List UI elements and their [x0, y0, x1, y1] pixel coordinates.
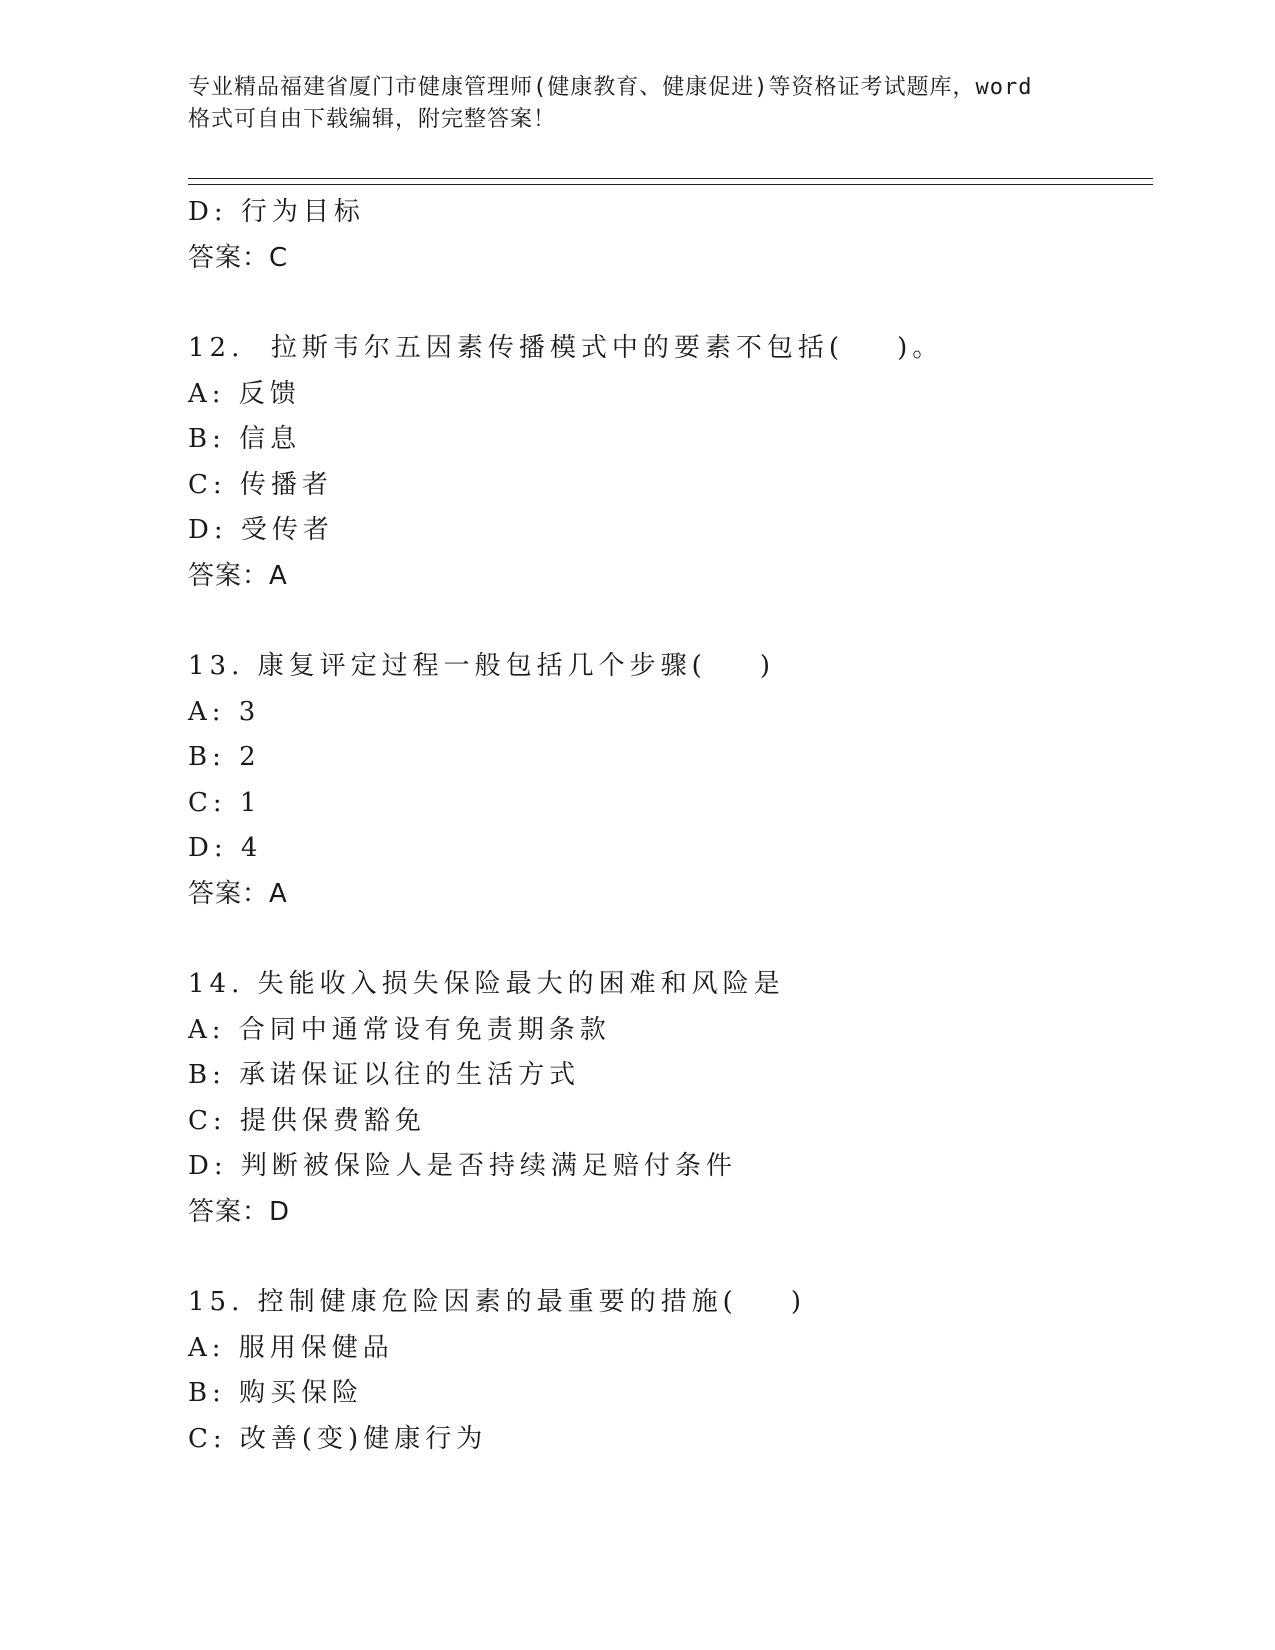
question-14: [188, 962, 1148, 1235]
option-b: B: 承诺保证以往的生活方式: [188, 1060, 581, 1090]
question-text: 14. 失能收入损失保险最大的困难和风险是: [188, 969, 785, 999]
option-d: D: 4: [188, 833, 263, 863]
header-divider-top: [188, 178, 1153, 179]
header-line-2: 格式可自由下载编辑，附完整答案！: [188, 107, 557, 132]
option-a: A: 服用保健品: [188, 1332, 394, 1363]
header-divider-bottom: [188, 184, 1153, 185]
question-text: 15. 控制健康危险因素的最重要的措施( ): [188, 1287, 806, 1317]
option-a: A: 3: [188, 696, 261, 727]
option-a: A: 反馈: [188, 378, 301, 409]
question-text: 12. 拉斯韦尔五因素传播模式中的要素不包括( )。: [188, 333, 944, 363]
spacer: [188, 599, 1148, 644]
spacer: [188, 1235, 1148, 1280]
question-text: 13. 康复评定过程一般包括几个步骤( ): [188, 651, 775, 681]
option-b: B: 购买保险: [188, 1378, 364, 1408]
answer: 答案：A: [188, 878, 288, 909]
option-c: C: 1: [188, 787, 262, 818]
question-13: [188, 644, 1148, 917]
spacer: [188, 917, 1148, 962]
option-c: C: 改善(变)健康行为: [188, 1423, 488, 1454]
answer: 答案：D: [188, 1196, 291, 1227]
option-d: D: 判断被保险人是否持续满足赔付条件: [188, 1151, 737, 1181]
question-12: [188, 326, 1148, 599]
option-b: B: 2: [188, 742, 261, 772]
document-header: [188, 72, 1088, 136]
option-c: C: 提供保费豁免: [188, 1105, 426, 1136]
option-d: D: 受传者: [188, 515, 334, 545]
spacer: [188, 281, 1148, 326]
option-a: A: 合同中通常设有免责期条款: [188, 1014, 611, 1045]
option-d: D: 行为目标: [188, 197, 365, 227]
answer: 答案：C: [188, 242, 289, 273]
header-line-1: 专业精品福建省厦门市健康管理师(健康教育、健康促进)等资格证考试题库，word: [188, 75, 1033, 100]
option-c: C: 传播者: [188, 469, 333, 500]
question-15: [188, 1280, 1148, 1462]
question-list: [188, 190, 1148, 1462]
answer: 答案：A: [188, 560, 288, 591]
question-11-tail: [188, 190, 1148, 281]
option-b: B: 信息: [188, 424, 302, 454]
